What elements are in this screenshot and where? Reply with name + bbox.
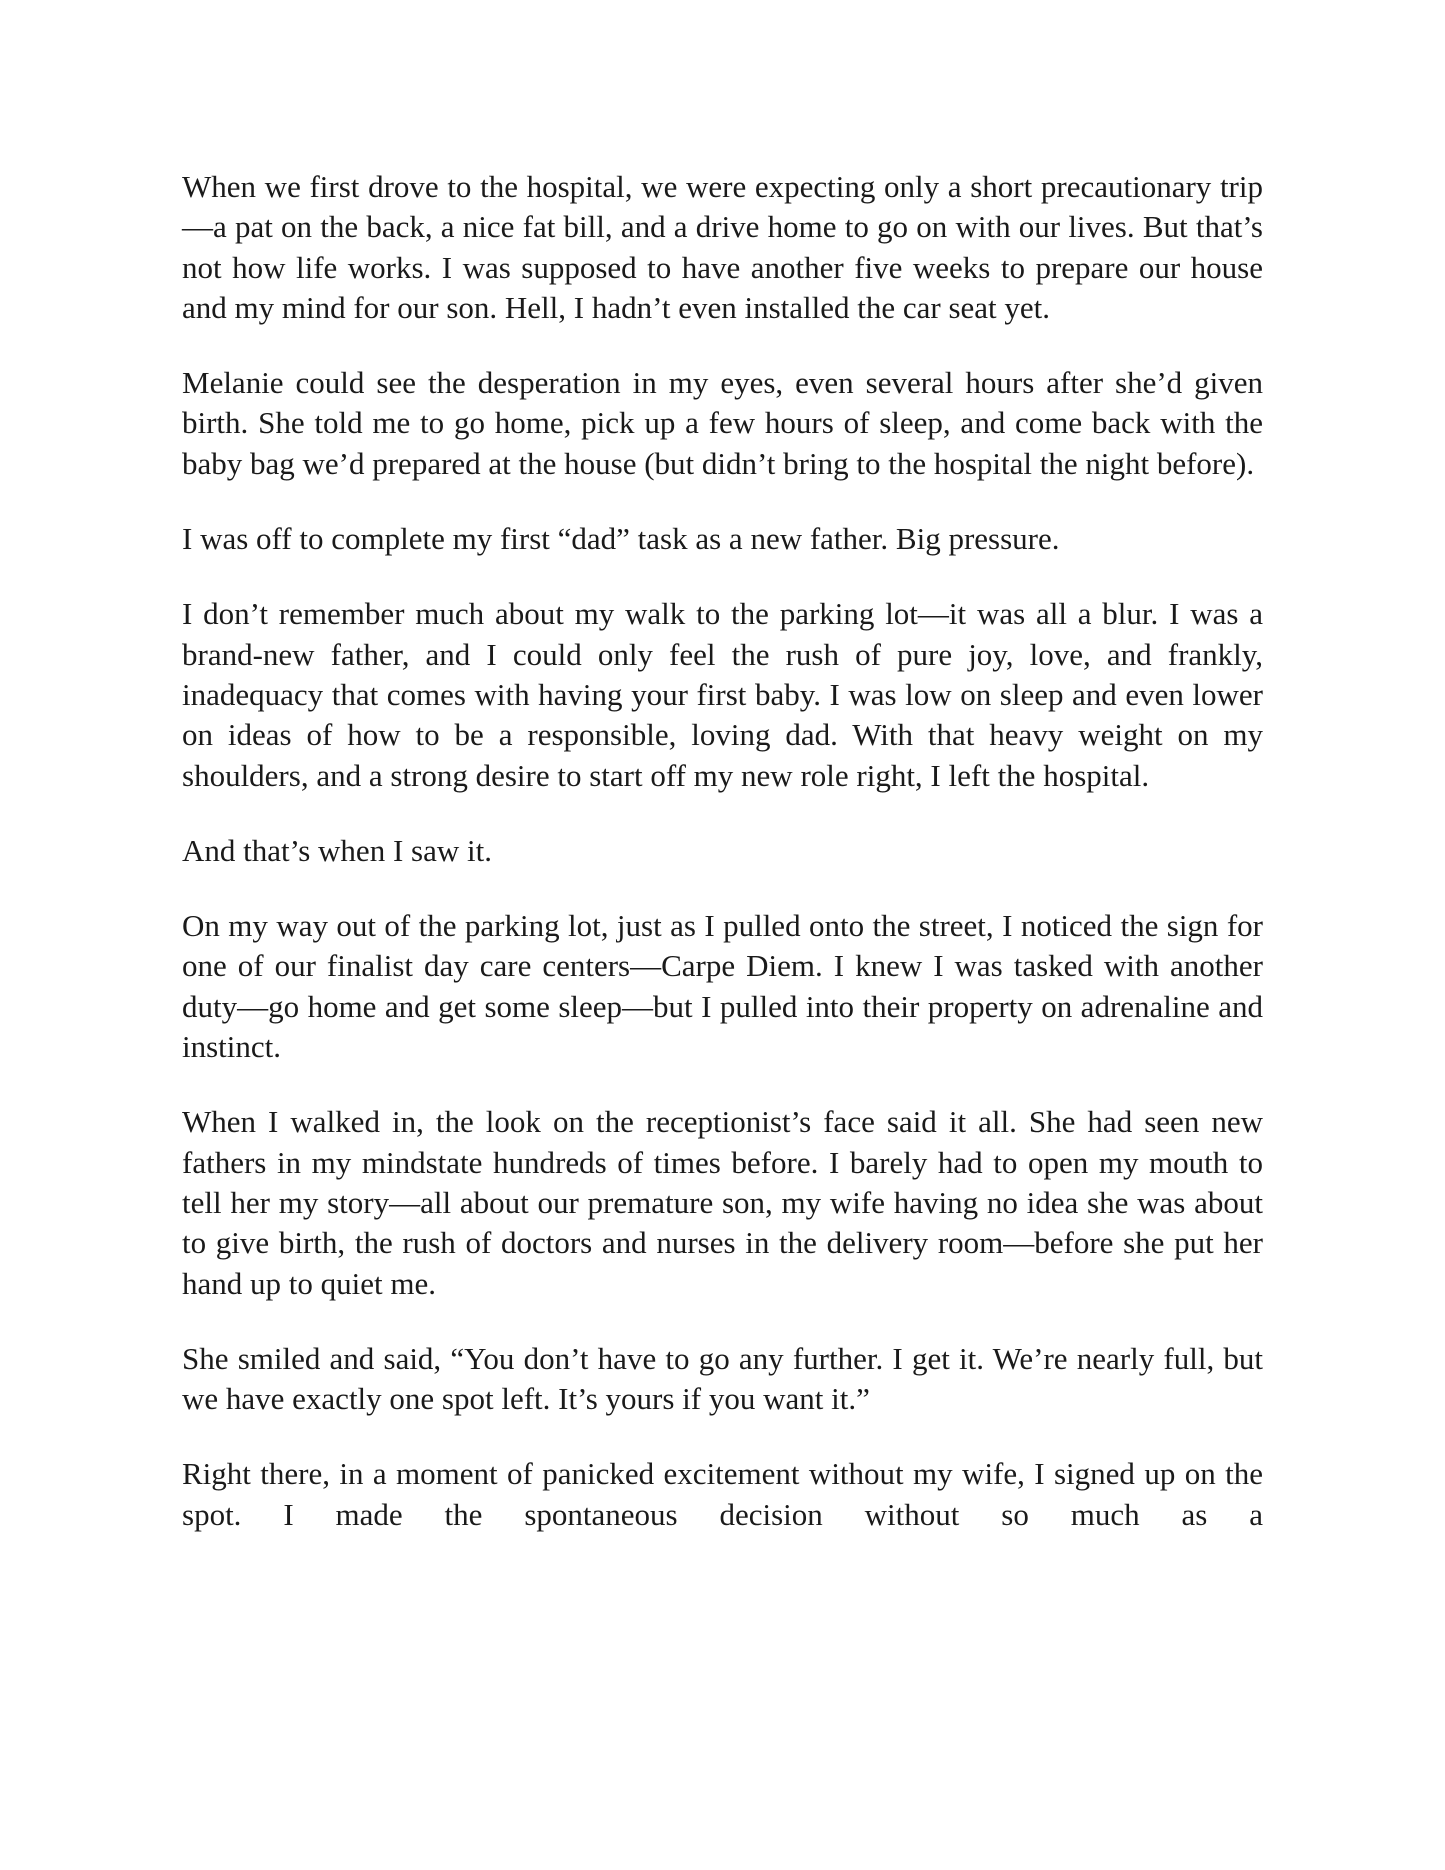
paragraph-one-spot-left: She smiled and said, “You don’t have to go any further. I get it. We’re nearly full, but we have exactly one spot left. It’s yours if you want it.” (182, 1340, 1263, 1417)
paragraph-first-dad-task: I was off to complete my first “dad” task as a new father. Big pressure. (182, 521, 1060, 557)
paragraph-parking-lot-walk: I don’t remember much about my walk to the parking lot—it was all a blur. I was a brand-new father, and I could only feel the rush of pure joy, love, and frankly, inadequacy that comes with having your first baby. I was low on sleep and even lower on ideas of how to be a responsible, loving dad. With that heavy weight on my shoulders, and a strong desire to start off my new role right, I left the hospital. (182, 596, 1263, 793)
paragraph-signed-up: Right there, in a moment of panicked excitement without my wife, I signed up on the spot. I made the spontaneous decision without so much as a (182, 1456, 1263, 1532)
document-page (182, 167, 1263, 1570)
paragraph-melanie: Melanie could see the desperation in my eyes, even several hours after she’d given birth. She told me to go home, pick up a few hours of sleep, and come back with the baby bag we’d prepared at the house (but didn’t bring to the hospital the night before). (182, 365, 1263, 481)
paragraph-saw-it: And that’s when I saw it. (182, 832, 492, 868)
paragraph-day-care-sign: On my way out of the parking lot, just as I pulled onto the street, I noticed the sign for one of our finalist day care centers—Carpe Diem. I knew I was tasked with another duty—go home and get some sleep—but I pulled into their property on adrenaline and instinct. (182, 908, 1263, 1065)
paragraph-hospital-drive: When we first drove to the hospital, we were expecting only a short precautionary trip—a pat on the back, a nice fat bill, and a drive home to go on with our lives. But that’s not how life works. I was supposed to have another five weeks to prepare our house and my mind for our son. Hell, I hadn’t even installed the car seat yet. (182, 169, 1263, 325)
paragraph-receptionist: When I walked in, the look on the receptionist’s face said it all. She had seen new fathers in my mindstate hundreds of times before. I barely had to open my mouth to tell her my story—all about our premature son, my wife having no idea she was about to give birth, the rush of doctors and nurses in the delivery room—before she put her hand up to quiet me. (182, 1104, 1263, 1301)
